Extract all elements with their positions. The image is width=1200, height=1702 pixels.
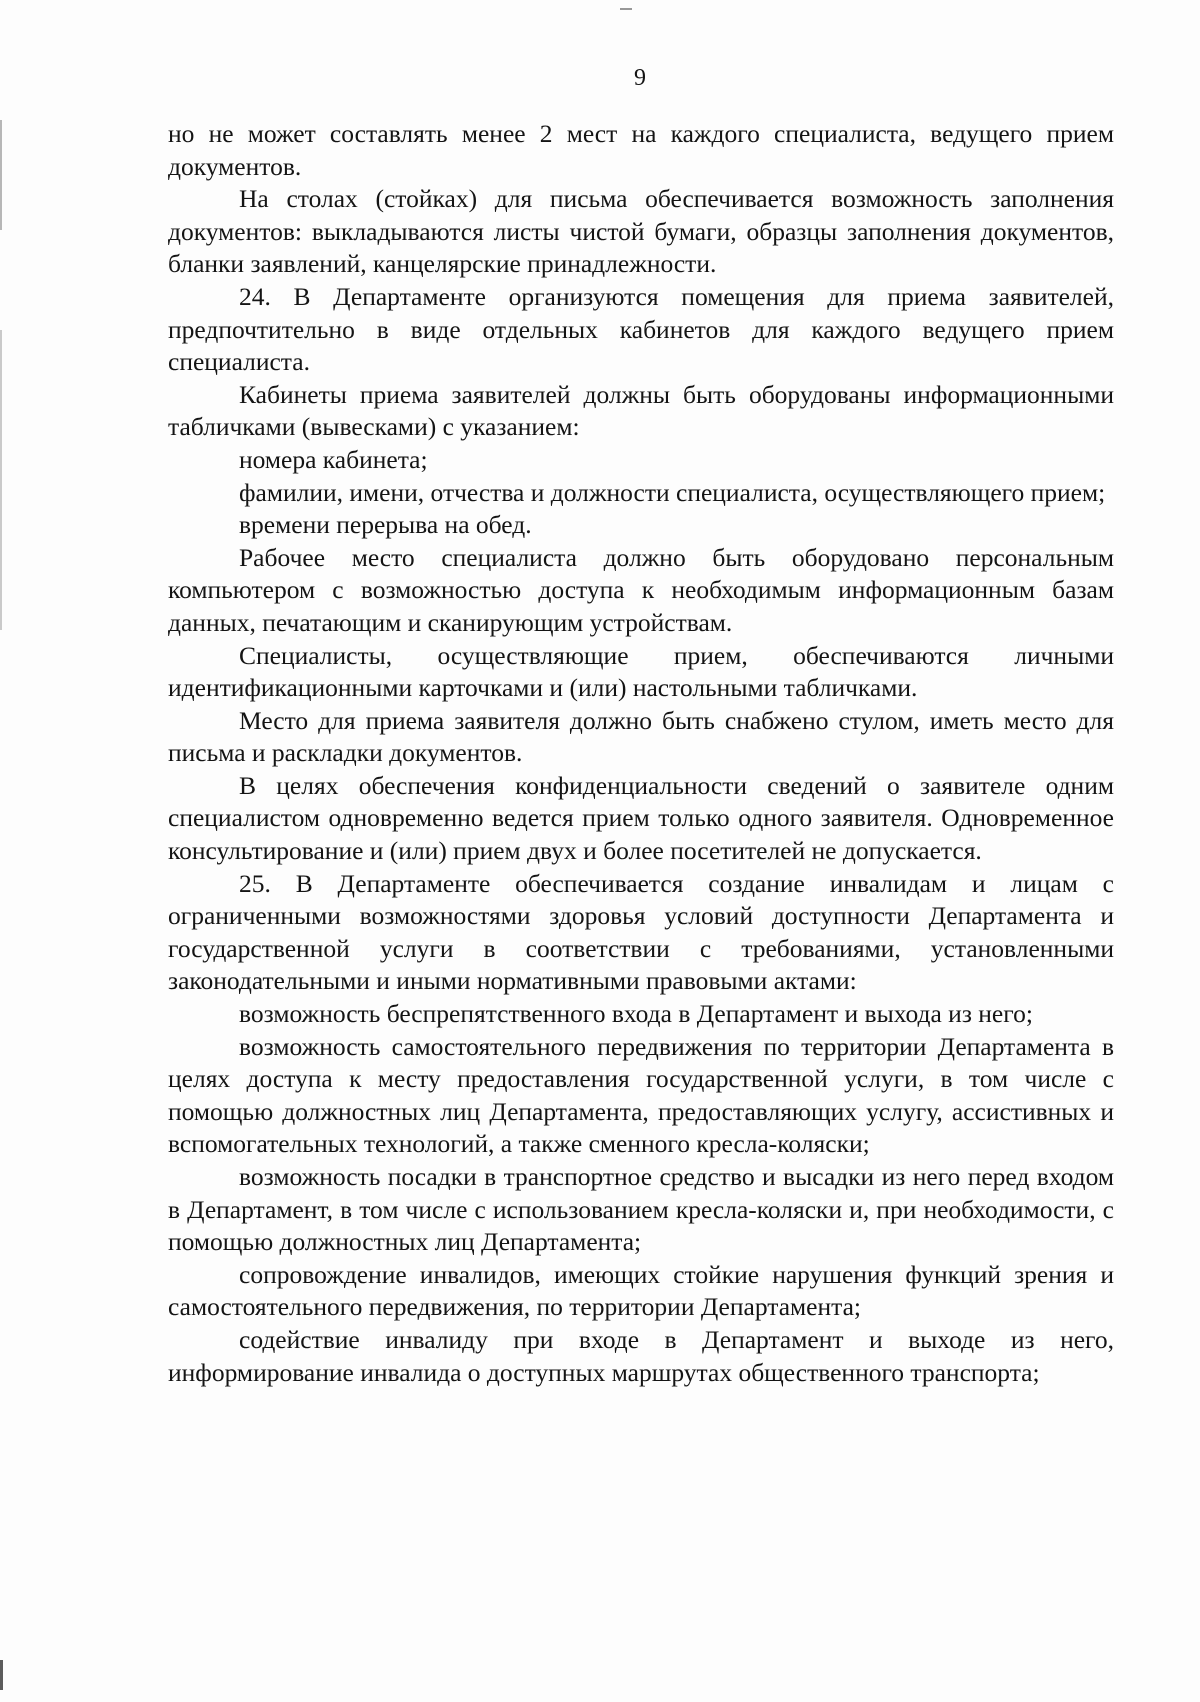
paragraph-cabinet-signs: Кабинеты приема заявителей должны быть оборудованы информационными табличками (вывесками) с указанием: bbox=[168, 379, 1114, 442]
list-item-movement: возможность самостоятельного передвижения по территории Департамента в целях доступа к месту предоставления государственной услуги, в том числе с помощью должностных лиц Департамента, предоставляющих услугу, ассистивных и вспомогательных технологий, а также сменного кресла-коляски; bbox=[168, 1031, 1114, 1159]
paragraph-confidentiality: В целях обеспечения конфиденциальности сведений о заявителе одним специалистом одновременно ведется прием только одного заявителя. Одновременное консультирование и (или) прием двух и более посетителей не допускается. bbox=[168, 770, 1114, 866]
list-item-assistance: содействие инвалиду при входе в Департамент и выходе из него, информирование инвалида о доступных маршрутах общественного транспорта; bbox=[168, 1324, 1114, 1387]
paragraph-id-cards: Специалисты, осуществляющие прием, обеспечиваются личными идентификационными карточками и (или) настольными табличками. bbox=[168, 640, 1114, 703]
paragraph-writing-tables: На столах (стойках) для письма обеспечивается возможность заполнения документов: выкладываются листы чистой бумаги, образцы заполнения документов, бланки заявлений, канцелярские принадлежности. bbox=[168, 184, 1114, 279]
paragraph-workplace: Рабочее место специалиста должно быть оборудовано персональным компьютером с возможностью доступа к необходимым информационным базам данных, печатающим и сканирующим устройствам. bbox=[168, 542, 1114, 637]
paragraph-item-24: 24. В Департаменте организуются помещения для приема заявителей, предпочтительно в виде отдельных кабинетов для каждого ведущего прием специалиста. bbox=[168, 281, 1114, 377]
paragraph-applicant-place: Место для приема заявителя должно быть снабжено стулом, иметь место для письма и раскладки документов. bbox=[168, 705, 1114, 768]
list-item-specialist-name: фамилии, имени, отчества и должности специалиста, осуществляющего прием; bbox=[239, 477, 1106, 507]
scan-edge-mark bbox=[0, 1660, 3, 1690]
page-number: 9 bbox=[634, 65, 646, 91]
list-item-escort: сопровождение инвалидов, имеющих стойкие нарушения функций зрения и самостоятельного передвижения, по территории Департамента; bbox=[168, 1259, 1114, 1322]
document-body bbox=[168, 118, 1114, 1389]
scan-edge-mark bbox=[0, 330, 2, 630]
list-item-vehicle: возможность посадки в транспортное средство и высадки из него перед входом в Департамент, в том числе с использованием кресла-коляски и, при необходимости, с помощью должностных лиц Департамента; bbox=[168, 1162, 1114, 1257]
scan-edge-mark bbox=[0, 120, 2, 230]
scan-top-mark bbox=[620, 8, 632, 10]
list-item-lunch-break: времени перерыва на обед. bbox=[239, 510, 532, 540]
list-item-free-entry: возможность беспрепятственного входа в Департамент и выхода из него; bbox=[239, 999, 1033, 1029]
paragraph-item-25: 25. В Департаменте обеспечивается создание инвалидам и лицам с ограниченными возможностями здоровья условий доступности Департамента и государственной услуги в соответствии с требованиями, установленными законодательными и иными нормативными правовыми актами: bbox=[168, 868, 1114, 996]
list-item-cabinet-number: номера кабинета; bbox=[239, 444, 428, 474]
paragraph-continuation: но не может составлять менее 2 мест на каждого специалиста, ведущего прием документов. bbox=[168, 119, 1114, 181]
